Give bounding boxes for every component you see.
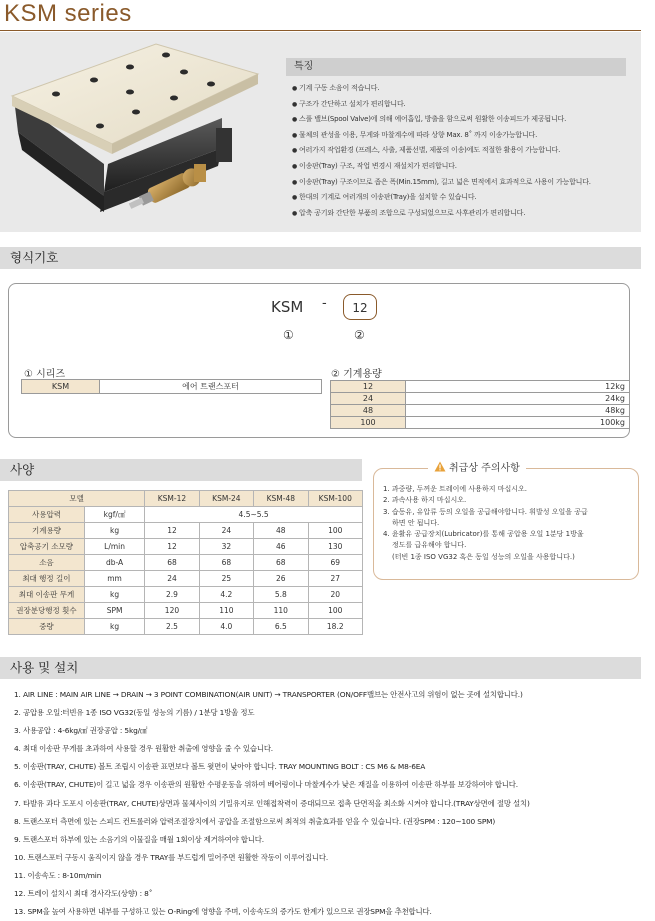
features-heading: 특징 xyxy=(286,58,626,76)
model-code-marker-1: ① xyxy=(283,328,294,342)
spec-value: 4.0 xyxy=(199,619,253,635)
warning-icon xyxy=(434,461,446,472)
spec-value: 48 xyxy=(254,523,308,539)
caution-title xyxy=(428,459,526,474)
series-table xyxy=(21,379,322,394)
caution-item: 2. 과속사용 하지 마십시오. xyxy=(383,496,467,505)
feature-item: ● 물체의 관성을 이용, 무게와 마찰계수에 따라 상향 Max. 8˚ 까지 이송가능합니다. xyxy=(292,128,637,144)
spec-value: 6.5 xyxy=(254,619,308,635)
feature-item: ● 이송판(Tray) 구조, 작업 변경시 재설치가 편리합니다. xyxy=(292,159,637,175)
usage-item: 8. 트랜스포터 측면에 있는 스피드 컨트롤러와 압력조절장치에서 공압을 조절함으로써 최적의 취출효과를 얻을 수 있습니다. (권장SPM : 120~100 SPM) xyxy=(14,816,496,826)
model-code-heading: 형식기호 xyxy=(0,247,641,269)
spec-label: 중량 xyxy=(9,619,85,635)
spec-value: 24 xyxy=(145,571,199,587)
page-title: KSM series xyxy=(4,0,132,27)
usage-item: 6. 이송판(TRAY, CHUTE)이 길고 넓을 경우 이송판의 원활한 수평운동을 위하여 베어링이나 마찰계수가 낮은 재질을 이용하여 이송판 하부를 보강하여야 합니다. xyxy=(14,780,518,790)
spec-value: 2.5 xyxy=(145,619,199,635)
spec-unit: mm xyxy=(84,571,144,587)
usage-list xyxy=(14,686,644,921)
spec-value: 27 xyxy=(308,571,362,587)
spec-unit: SPM xyxy=(84,603,144,619)
spec-label: 기계용량 xyxy=(9,523,85,539)
feature-item: ● 스풀 밸브(Spool Valve)에 의해 에어흡입, 방출을 함으로써 원활한 이송피드가 제공됩니다. xyxy=(292,112,637,128)
spec-value: 20 xyxy=(308,587,362,603)
model-code-capacity: 12 xyxy=(343,294,377,320)
capacity-value: 24kg xyxy=(406,393,630,405)
spec-value: 24 xyxy=(199,523,253,539)
spec-value: 4.5~5.5 xyxy=(145,507,363,523)
spec-value: 2.9 xyxy=(145,587,199,603)
spec-col-header: KSM-100 xyxy=(308,491,362,507)
spec-value: 12 xyxy=(145,539,199,555)
spec-col-header: 모델 xyxy=(9,491,145,507)
usage-heading: 사용 및 설치 xyxy=(0,657,641,679)
usage-item: 5. 이송판(TRAY, CHUTE) 볼트 조립시 이송판 표면보다 볼트 윗면이 낮아야 합니다. TRAY MOUNTING BOLT : CS M6 & M8-6EA xyxy=(14,762,426,772)
series-code: KSM xyxy=(22,380,100,394)
spec-label: 소음 xyxy=(9,555,85,571)
title-divider xyxy=(0,30,641,31)
capacity-table xyxy=(330,380,630,429)
spec-unit: L/min xyxy=(84,539,144,555)
capacity-code: 48 xyxy=(331,405,406,417)
spec-col-header: KSM-48 xyxy=(254,491,308,507)
spec-value: 4.2 xyxy=(199,587,253,603)
spec-unit: kg xyxy=(84,523,144,539)
series-desc: 에어 트랜스포터 xyxy=(100,380,322,394)
spec-value: 120 xyxy=(145,603,199,619)
spec-unit: kg xyxy=(84,587,144,603)
specs-table xyxy=(8,490,363,635)
feature-item: ● 이송판(Tray) 구조이므로 좁은 폭(Min.15mm), 길고 넓은 면적에서 효과적으로 사용이 가능합니다. xyxy=(292,175,637,191)
feature-item: ● 기계 구동 소음이 적습니다. xyxy=(292,81,637,97)
spec-value: 46 xyxy=(254,539,308,555)
spec-unit: db-A xyxy=(84,555,144,571)
capacity-code: 100 xyxy=(331,417,406,429)
usage-item: 12. 트레이 설치시 최대 경사각도(상향) : 8˚ xyxy=(14,889,153,899)
features-list xyxy=(292,81,637,221)
specs-heading: 사양 xyxy=(0,459,362,481)
capacity-code: 24 xyxy=(331,393,406,405)
usage-item: 4. 최대 이송판 무게를 초과하여 사용할 경우 원활한 취출에 영향을 줄 수 있습니다. xyxy=(14,744,274,754)
spec-value: 26 xyxy=(254,571,308,587)
capacity-value: 12kg xyxy=(406,381,630,393)
feature-item: ● 여러가지 작업환경 (프레스, 사출, 제품선별, 제품의 이송)에도 적절한 활용이 가능합니다. xyxy=(292,143,637,159)
caution-item: 3. 습동유, 유압류 등의 오일을 공급해야합니다. 휘발성 오일을 공급 xyxy=(383,507,588,516)
series-label: ① 시리즈 xyxy=(24,369,66,380)
capacity-label: ② 기계용량 xyxy=(331,369,382,380)
caution-list xyxy=(383,484,633,563)
spec-value: 32 xyxy=(199,539,253,555)
spec-label: 최대 행정 길이 xyxy=(9,571,85,587)
spec-label: 최대 이송판 무게 xyxy=(9,587,85,603)
capacity-value: 48kg xyxy=(406,405,630,417)
spec-label: 사용압력 xyxy=(9,507,85,523)
spec-value: 68 xyxy=(145,555,199,571)
caution-item: 정도를 급유해야 합니다. xyxy=(392,541,467,550)
usage-item: 10. 트랜스포터 구동시 움직이지 않을 경우 TRAY를 부드럽게 밀어주면 원활한 작동이 이루어집니다. xyxy=(14,852,329,862)
caution-item: 4. 윤활유 공급장치(Lubricator)를 통해 공압용 오일 1분당 1방울 xyxy=(383,530,584,539)
model-code-dash: - xyxy=(322,296,327,311)
capacity-code: 12 xyxy=(331,381,406,393)
spec-col-header: KSM-24 xyxy=(199,491,253,507)
usage-item: 11. 이송속도 : 8-10m/min xyxy=(14,870,102,880)
spec-label: 압축공기 소모량 xyxy=(9,539,85,555)
spec-value: 68 xyxy=(254,555,308,571)
spec-label: 권장분당행정 횟수 xyxy=(9,603,85,619)
spec-unit: kg xyxy=(84,619,144,635)
spec-value: 68 xyxy=(199,555,253,571)
feature-item: ● 구조가 간단하고 설치가 편리합니다. xyxy=(292,97,637,113)
capacity-value: 100kg xyxy=(406,417,630,429)
spec-value: 100 xyxy=(308,523,362,539)
usage-item: 3. 사용공압 : 4-6kg/㎠ 권장공압 : 5kg/㎠ xyxy=(14,726,148,736)
spec-value: 12 xyxy=(145,523,199,539)
spec-col-header: KSM-12 xyxy=(145,491,199,507)
usage-item: 2. 공압용 오일:터빈유 1종 ISO VG32(동일 성능의 기름) / 1분당 1방울 정도 xyxy=(14,708,255,718)
feature-item: ● 한대의 기계로 여러개의 이송판(Tray)을 설치할 수 있습니다. xyxy=(292,190,637,206)
spec-value: 18.2 xyxy=(308,619,362,635)
spec-value: 110 xyxy=(254,603,308,619)
caution-item: 하면 안 됩니다. xyxy=(392,518,440,527)
model-code-prefix: KSM xyxy=(271,298,304,316)
feature-item: ● 압축 공기와 간단한 부품의 조합으로 구성되었으므로 사후관리가 편리합니다. xyxy=(292,206,637,222)
usage-item: 1. AIR LINE : MAIN AIR LINE → DRAIN → 3 POINT COMBINATION(AIR UNIT) → TRANSPORTER (ON/OFF밸브는 안전사고의 위험이 없는 곳에 설치합니다.) xyxy=(14,690,523,699)
usage-item: 13. SPM을 높여 사용하면 내부를 구성하고 있는 O-Ring에 영향을 주며, 이송속도의 증가도 한계가 있으므로 권장SPM을 추천합니다. xyxy=(14,907,432,917)
usage-item: 7. 타발유 과다 도포시 이송판(TRAY, CHUTE)상면과 물체사이의 기밀유지로 인해접착력이 증대되므로 접촉 단면적을 최소화 시켜야 합니다.(TRAY상면에 절망 설치) xyxy=(14,798,530,808)
spec-value: 69 xyxy=(308,555,362,571)
spec-value: 130 xyxy=(308,539,362,555)
caution-title-text: 취급상 주의사항 xyxy=(449,463,520,474)
spec-value: 25 xyxy=(199,571,253,587)
spec-value: 110 xyxy=(199,603,253,619)
spec-value: 100 xyxy=(308,603,362,619)
usage-item: 9. 트랜스포터 하부에 있는 소음기의 이물질을 매월 1회이상 제거하여야 합니다. xyxy=(14,834,264,844)
spec-unit: kgf/㎠ xyxy=(84,507,144,523)
product-photo xyxy=(8,36,270,230)
spec-value: 5.8 xyxy=(254,587,308,603)
model-code-marker-2: ② xyxy=(354,328,365,342)
caution-item: 1. 과중량, 두꺼운 트레이에 사용하지 마십시오. xyxy=(383,485,527,493)
caution-item: (터빈 1종 ISO VG32 혹은 동일 성능의 오일을 사용합니다.) xyxy=(392,552,575,561)
